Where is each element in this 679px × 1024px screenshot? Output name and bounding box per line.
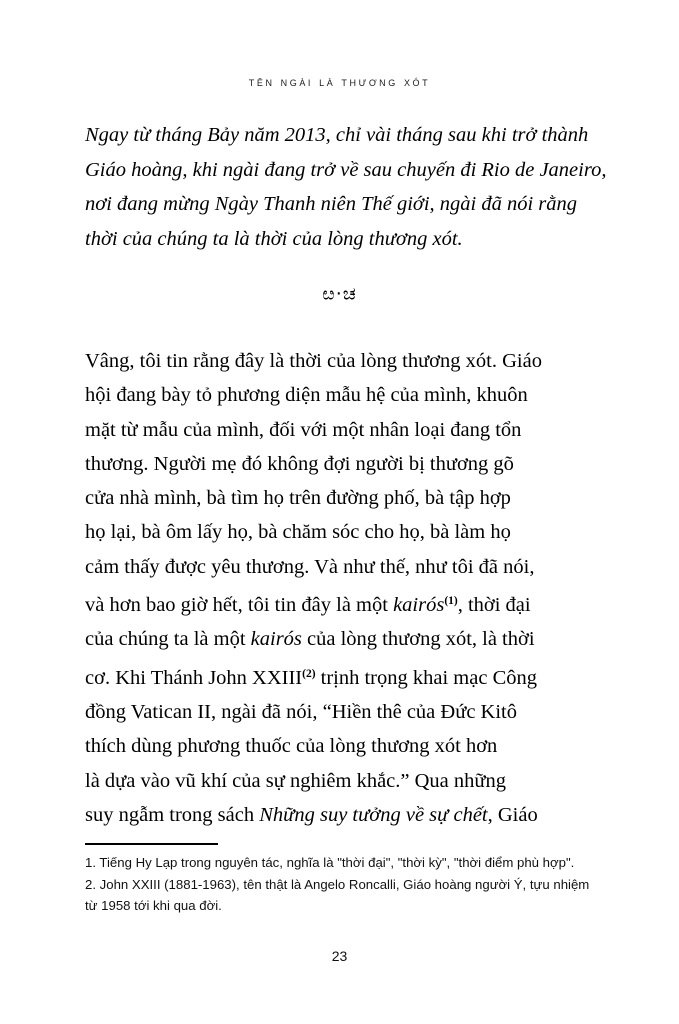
text-run: thương. Người mẹ đó không đợi người bị thương gõ bbox=[85, 452, 514, 475]
footnote-marker: (2) bbox=[302, 667, 316, 680]
text-run: đồng Vatican II, ngài đã nói, “Hiền thê của Đức Kitô bbox=[85, 701, 517, 724]
body-line bbox=[85, 378, 596, 412]
body-line bbox=[85, 515, 596, 549]
text-run: suy ngẫm trong sách bbox=[85, 804, 260, 827]
body-line bbox=[85, 447, 596, 481]
footnote-marker: (1) bbox=[444, 595, 458, 608]
body-line bbox=[85, 764, 596, 798]
epigraph-line: Giáo hoàng, khi ngài đang trở về sau chuyến đi Rio de Janeiro, bbox=[85, 158, 607, 181]
italic-run: Những suy tưởng về sự chết bbox=[259, 804, 488, 827]
body-paragraph bbox=[85, 344, 596, 832]
footnote-item: 1. Tiếng Hy Lạp trong nguyên tác, nghĩa là "thời đại", "thời kỳ", "thời điểm phù hợp". bbox=[85, 855, 575, 870]
text-run: họ lại, bà ôm lấy họ, bà chăm sóc cho họ, bà làm họ bbox=[85, 521, 511, 544]
section-divider bbox=[0, 283, 679, 305]
text-run: cơ. Khi Thánh John XXIII bbox=[85, 666, 303, 689]
body-line bbox=[85, 729, 596, 763]
body-line bbox=[85, 413, 596, 447]
text-run: , thời đại bbox=[457, 594, 531, 617]
footnote-item: 2. John XXIII (1881-1963), tên thật là Angelo Roncalli, Giáo hoàng người Ý, tựu nhiệm từ 1958 tới khi qua đời. bbox=[85, 876, 590, 913]
text-run: , Giáo bbox=[487, 804, 538, 827]
text-run: Vâng, tôi tin rằng đây là thời của lòng thương xót. Giáo bbox=[85, 350, 542, 372]
epigraph-line: Ngay từ tháng Bảy năm 2013, chỉ vài tháng sau khi trở thành bbox=[85, 124, 589, 146]
body-line bbox=[85, 622, 596, 656]
text-run: của chúng ta là một bbox=[85, 628, 251, 651]
text-run: thích dùng phương thuốc của lòng thương xót hơn bbox=[85, 735, 498, 758]
body-text-block bbox=[85, 344, 596, 832]
body-line bbox=[85, 584, 596, 622]
body-line bbox=[85, 481, 596, 515]
fleuron-icon: ೞ·ಚ bbox=[322, 283, 357, 305]
text-run: của lòng thương xót, là thời bbox=[301, 628, 535, 651]
epigraph-line: nơi đang mừng Ngày Thanh niên Thế giới, ngài đã nói rằng bbox=[85, 193, 578, 215]
body-line bbox=[85, 798, 596, 832]
body-line bbox=[85, 657, 596, 695]
footnote-separator bbox=[85, 843, 218, 845]
body-line bbox=[85, 550, 596, 584]
text-run: là dựa vào vũ khí của sự nghiêm khắc.” Qua những bbox=[85, 769, 507, 792]
body-line bbox=[85, 344, 596, 378]
epigraph-line: thời của chúng ta là thời của lòng thương xót. bbox=[85, 227, 463, 250]
text-run: mặt từ mẫu của mình, đối với một nhân loại đang tổn bbox=[85, 418, 522, 441]
text-run: cửa nhà mình, bà tìm họ trên đường phố, bà tập hợp bbox=[85, 487, 511, 510]
text-run: trịnh trọng khai mạc Công bbox=[315, 666, 537, 689]
running-header: tên ngài là thương xót bbox=[248, 75, 431, 89]
italic-run: kairós bbox=[250, 628, 302, 651]
body-line bbox=[85, 695, 596, 729]
page-number: 23 bbox=[331, 948, 348, 964]
text-run: cảm thấy được yêu thương. Và như thế, như tôi đã nói, bbox=[85, 555, 535, 578]
italic-run: kairós bbox=[393, 594, 445, 617]
text-run: và hơn bao giờ hết, tôi tin đây là một bbox=[85, 594, 394, 617]
footnotes-block bbox=[85, 852, 596, 917]
epigraph-block bbox=[85, 118, 607, 256]
text-run: hội đang bày tỏ phương diện mẫu hệ của mình, khuôn bbox=[85, 384, 528, 407]
